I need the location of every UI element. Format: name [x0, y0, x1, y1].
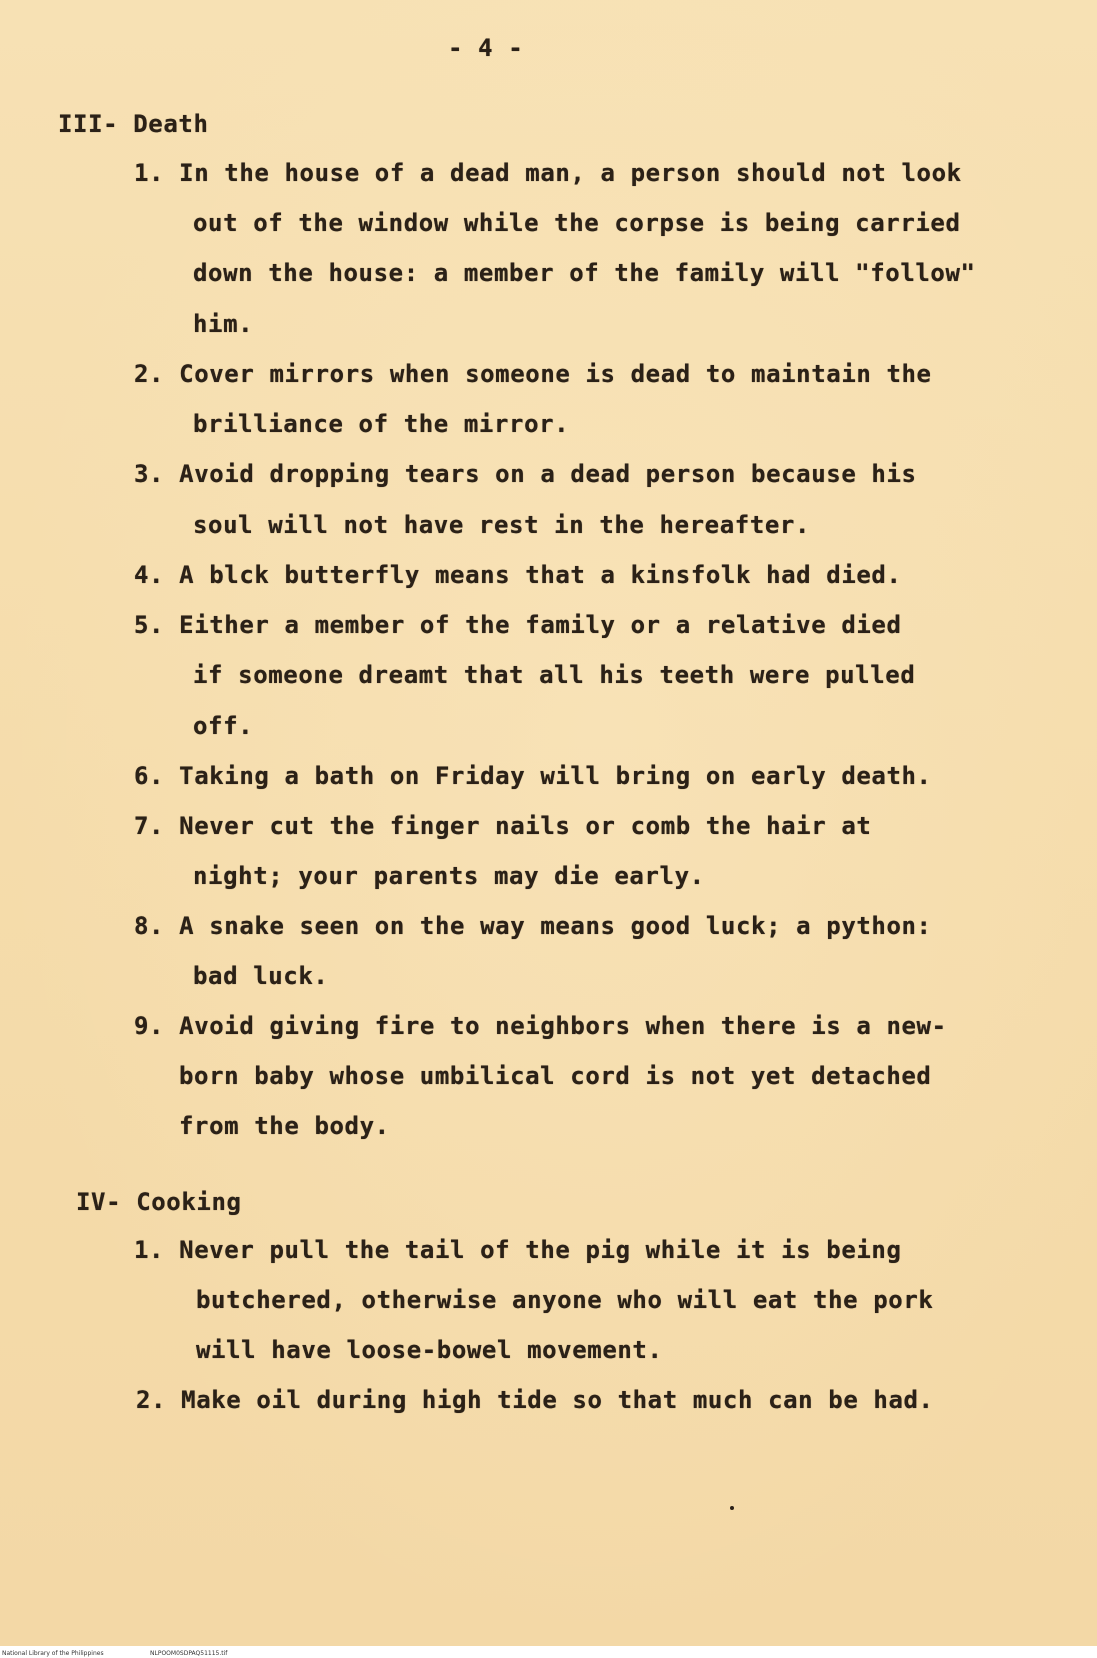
death-item-3-line-2: soul will not have rest in the hereafter. — [193, 511, 811, 539]
death-item-2-line-2: brilliance of the mirror. — [193, 410, 570, 438]
ink-speck — [730, 1506, 734, 1510]
cooking-item-1-line-1: 1. Never pull the tail of the pig while it is being — [134, 1236, 902, 1264]
death-item-1-line-1: 1. In the house of a dead man, a person should not look — [134, 159, 962, 187]
footer-file-id: NLPOOM0SDPAQ51115.tif — [150, 1650, 228, 1657]
death-item-5-line-1: 5. Either a member of the family or a relative died — [134, 611, 902, 639]
death-item-7-line-2: night; your parents may die early. — [193, 862, 705, 890]
death-item-3-line-1: 3. Avoid dropping tears on a dead person because his — [134, 460, 917, 488]
page-number: - 4 - — [448, 34, 524, 62]
death-item-8-line-1: 8. A snake seen on the way means good luck; a python: — [134, 912, 932, 940]
cooking-item-1-line-3: will have loose-bowel movement. — [196, 1336, 663, 1364]
section-heading-death: III- Death — [58, 110, 209, 138]
death-item-6-line-1: 6. Taking a bath on Friday will bring on early death. — [134, 762, 932, 790]
death-item-1-line-3: down the house: a member of the family will "follow" — [193, 259, 976, 287]
cooking-item-2-line-1: 2. Make oil during high tide so that much can be had. — [136, 1386, 934, 1414]
scan-footer — [0, 1646, 1097, 1658]
death-item-7-line-1: 7. Never cut the finger nails or comb the hair at — [134, 812, 872, 840]
death-item-9-line-3: from the body. — [179, 1112, 390, 1140]
death-item-1-line-4: him. — [193, 310, 254, 338]
death-item-1-line-2: out of the window while the corpse is being carried — [193, 209, 961, 237]
death-item-9-line-2: born baby whose umbilical cord is not yet detached — [179, 1062, 932, 1090]
death-item-2-line-1: 2. Cover mirrors when someone is dead to maintain the — [134, 360, 932, 388]
footer-library-name: National Library of the Philippines — [2, 1650, 104, 1657]
death-item-4-line-1: 4. A blck butterfly means that a kinsfolk had died. — [134, 561, 902, 589]
section-heading-cooking: IV- Cooking — [76, 1188, 242, 1216]
death-item-5-line-3: off. — [193, 712, 254, 740]
death-item-9-line-1: 9. Avoid giving fire to neighbors when there is a new- — [134, 1012, 947, 1040]
death-item-5-line-2: if someone dreamt that all his teeth were pulled — [193, 661, 916, 689]
cooking-item-1-line-2: butchered, otherwise anyone who will eat the pork — [196, 1286, 934, 1314]
death-item-8-line-2: bad luck. — [193, 962, 329, 990]
